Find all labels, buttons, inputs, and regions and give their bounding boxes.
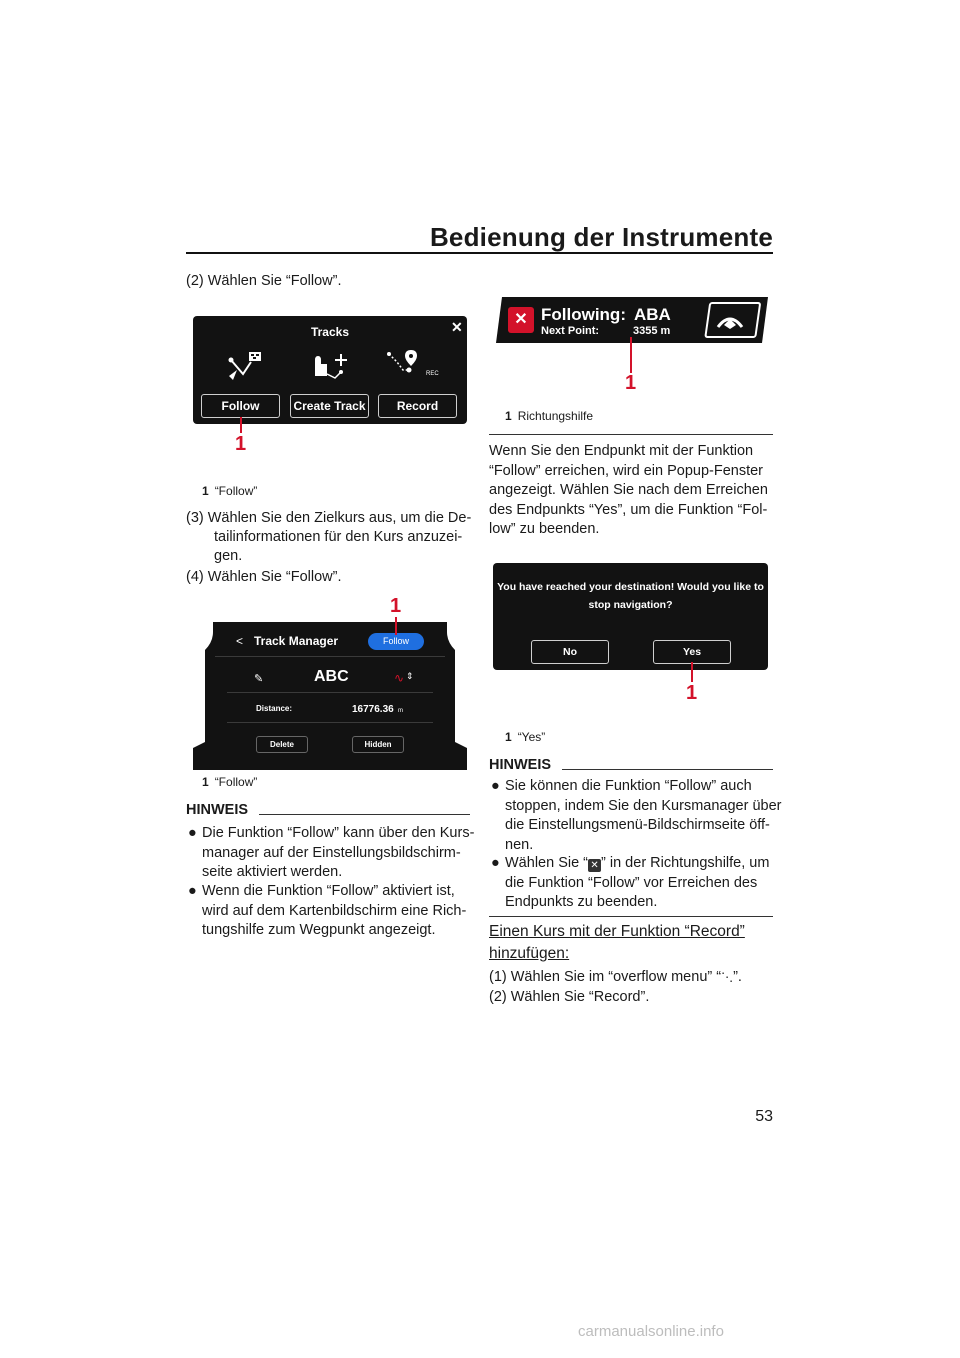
record-step-1 bbox=[489, 968, 742, 988]
note-line: Wenn die Funktion “Follow” aktiviert ist, bbox=[202, 883, 455, 899]
note-line: seite aktiviert werden. bbox=[202, 864, 343, 880]
create-track-icon bbox=[307, 350, 353, 382]
track-name: ABC bbox=[314, 668, 349, 685]
note-line: die Funktion “Follow” vor Erreichen des bbox=[505, 874, 758, 891]
callout-number: 1 bbox=[390, 595, 402, 617]
distance-label: Distance: bbox=[256, 704, 293, 713]
direction-guide-bar bbox=[496, 297, 768, 343]
step-3-line-2: tailinformationen für den Kurs anzuzei- bbox=[214, 529, 463, 545]
callout-line bbox=[395, 617, 397, 635]
note-line: Sie können die Funktion “Follow” auch bbox=[505, 778, 752, 794]
caption-number: 1 bbox=[202, 775, 209, 789]
hinweis-rule bbox=[259, 814, 470, 815]
following-track-name: ABA bbox=[634, 305, 671, 324]
note-line: nen. bbox=[505, 836, 534, 853]
watermark: carmanualsonline.info bbox=[578, 1323, 724, 1340]
distance-value: 16776.36 bbox=[352, 704, 394, 715]
callout-line bbox=[630, 337, 632, 373]
popup-message-line-2: stop navigation? bbox=[588, 599, 673, 611]
back-chevron-icon[interactable]: < bbox=[236, 634, 244, 648]
step-4-text: (4) Wählen Sie “Follow”. bbox=[186, 569, 342, 585]
note-line: Die Funktion “Follow” kann über den Kurs- bbox=[202, 825, 475, 841]
step-text: ”. bbox=[733, 969, 742, 985]
note-line: Endpunkts zu beenden. bbox=[505, 894, 658, 910]
section-heading-line-1: Einen Kurs mit der Funktion “Record” bbox=[489, 923, 745, 940]
note-bullet-2: ● Wenn die Funktion “Follow” aktiviert ist, wird auf dem Kartenbildschirm eine Rich- tungshilfe zum Wegpunkt angezeigt. bbox=[186, 882, 492, 941]
create-track-button[interactable]: Create Track bbox=[290, 394, 369, 418]
hidden-button[interactable]: Hidden bbox=[352, 736, 404, 753]
caption-number: 1 bbox=[505, 409, 512, 423]
overflow-menu-icon: ⋱ bbox=[721, 970, 734, 984]
caption-text: “Follow” bbox=[214, 484, 258, 498]
callout-line bbox=[240, 417, 242, 433]
rec-label: REC bbox=[426, 371, 439, 377]
caption-number: 1 bbox=[505, 730, 512, 744]
no-button[interactable]: No bbox=[531, 640, 609, 664]
next-point-value: 3355 m bbox=[633, 325, 671, 337]
caption-text: “Yes” bbox=[517, 730, 546, 744]
follow-button[interactable]: Follow bbox=[201, 394, 280, 418]
yes-button[interactable]: Yes bbox=[653, 640, 731, 664]
section-rule bbox=[489, 434, 773, 435]
hinweis-heading: HINWEIS bbox=[489, 757, 552, 773]
note-line: manager auf der Einstellungsbildschirm- bbox=[202, 844, 461, 861]
note-text: Wählen Sie “ bbox=[505, 855, 589, 871]
paragraph-line: des Endpunkts “Yes”, um die Funktion “Fol- bbox=[489, 501, 768, 518]
note-bullet-1: ● Sie können die Funktion “Follow” auch stoppen, indem Sie den Kursmanager über die Einstellungsmenü-Bildschirmseite öff- nen. bbox=[489, 777, 795, 855]
distance-unit: m bbox=[398, 708, 403, 714]
close-x-icon: ✕ bbox=[588, 859, 601, 872]
note-line: stoppen, indem Sie den Kursmanager über bbox=[505, 797, 782, 814]
page-number: 53 bbox=[755, 1108, 773, 1125]
title-rule bbox=[186, 252, 773, 254]
figure-caption bbox=[202, 484, 257, 498]
callout-line bbox=[691, 662, 693, 682]
paragraph-line: low” zu beenden. bbox=[489, 521, 600, 537]
figure-caption bbox=[505, 409, 593, 423]
paragraph-line: “Follow” erreichen, wird ein Popup-Fenster bbox=[489, 462, 763, 479]
close-icon[interactable]: ✕ bbox=[451, 319, 463, 335]
route-color-icon[interactable]: ∿ bbox=[394, 671, 405, 685]
note-line: die Einstellungsmenü-Bildschirmseite öff- bbox=[505, 817, 770, 833]
delete-button[interactable]: Delete bbox=[256, 736, 308, 753]
hinweis-heading: HINWEIS bbox=[186, 802, 249, 818]
section-rule bbox=[489, 916, 773, 917]
note-line bbox=[505, 854, 795, 874]
note-bullet-1: ● Die Funktion “Follow” kann über den Kurs- manager auf der Einstellungsbildschirm- seite aktiviert werden. bbox=[186, 824, 492, 883]
page-title: Bedienung der Instrumente bbox=[429, 222, 773, 252]
figure-caption bbox=[202, 775, 257, 789]
hinweis-rule bbox=[562, 769, 773, 770]
record-button[interactable]: Record bbox=[378, 394, 457, 418]
note-line: wird auf dem Kartenbildschirm eine Rich- bbox=[202, 902, 467, 919]
caption-text: Richtungshilfe bbox=[517, 409, 594, 423]
stop-follow-icon[interactable]: ✕ bbox=[508, 307, 534, 333]
step-text: (1) Wählen Sie im “overflow menu” “ bbox=[489, 969, 722, 985]
step-3-line-3: gen. bbox=[214, 548, 243, 564]
section-heading-line-2: hinzufügen: bbox=[489, 945, 570, 962]
note-text: ” in der Richtungshilfe, um bbox=[601, 855, 770, 871]
caption-text: “Follow” bbox=[214, 775, 258, 789]
next-point-label: Next Point: bbox=[541, 325, 600, 337]
sort-arrows-icon[interactable]: ⇕ bbox=[406, 671, 414, 681]
popup-message-line-1: You have reached your destination! Would you like to bbox=[497, 581, 764, 593]
track-manager-header: Track Manager bbox=[254, 634, 339, 648]
destination-popup bbox=[493, 563, 768, 670]
callout-number: 1 bbox=[235, 433, 247, 455]
tracks-screen-title: Tracks bbox=[310, 325, 350, 339]
figure-caption bbox=[505, 730, 545, 744]
step-2-text: (2) Wählen Sie “Follow”. bbox=[186, 273, 342, 289]
follow-route-icon bbox=[225, 350, 265, 380]
follow-pill-button[interactable]: Follow bbox=[368, 633, 424, 650]
following-label: Following: bbox=[541, 305, 626, 324]
step-3-line-1: (3) Wählen Sie den Zielkurs aus, um die De- bbox=[186, 510, 472, 526]
paragraph-line: Wenn Sie den Endpunkt mit der Funktion bbox=[489, 443, 754, 459]
caption-number: 1 bbox=[202, 484, 209, 498]
note-bullet-2: ● Wählen Sie “ ✕ ” in der Richtungshilfe, um die Funktion “Follow” vor Erreichen des Endpunkts zu beenden. bbox=[489, 854, 795, 913]
callout-number: 1 bbox=[625, 372, 637, 394]
edit-icon[interactable]: ✎ bbox=[254, 673, 264, 685]
tracks-screen bbox=[193, 316, 467, 424]
callout-number: 1 bbox=[686, 682, 698, 704]
paragraph bbox=[489, 442, 779, 540]
record-step-2: (2) Wählen Sie “Record”. bbox=[489, 989, 650, 1005]
note-line: tungshilfe zum Wegpunkt angezeigt. bbox=[202, 922, 436, 938]
paragraph-line: angezeigt. Wählen Sie nach dem Erreichen bbox=[489, 482, 768, 498]
